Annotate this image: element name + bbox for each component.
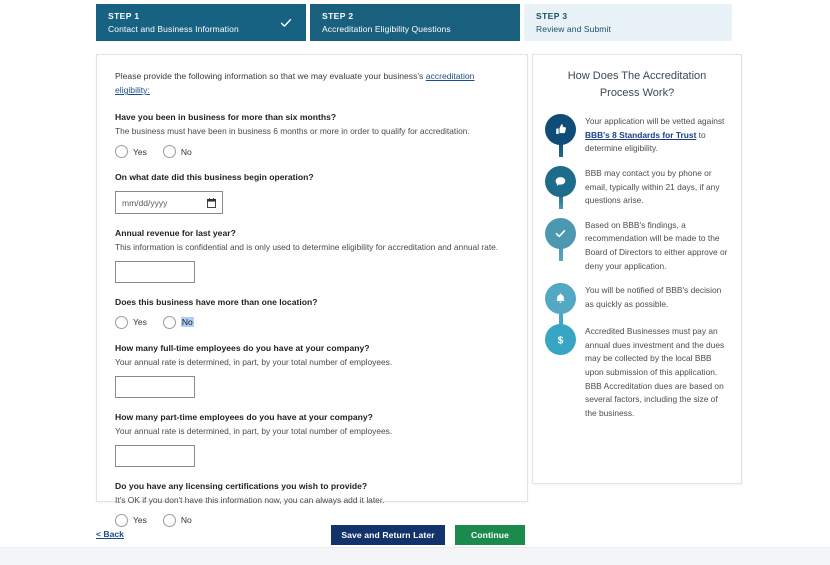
form-intro bbox=[115, 69, 509, 97]
accreditation-process-panel bbox=[532, 54, 742, 484]
timeline-item-2-text: BBB may contact you by phone or email, typically within 21 days, if any questions arise. bbox=[585, 167, 720, 206]
step-1-kicker: STEP 1 bbox=[108, 10, 140, 21]
bell-icon bbox=[545, 283, 576, 314]
six-months-no-label: No bbox=[180, 146, 192, 157]
radio-icon[interactable] bbox=[115, 316, 128, 329]
step-2-kicker: STEP 2 bbox=[322, 10, 354, 21]
licensing-no-label: No bbox=[180, 515, 192, 526]
timeline-item-4-text: You will be notified of BBB's decision as quickly as possible. bbox=[585, 285, 722, 309]
step-tab-3[interactable] bbox=[524, 4, 732, 41]
timeline-item-1 bbox=[545, 114, 729, 156]
timeline-item-4 bbox=[545, 283, 729, 314]
radio-icon[interactable] bbox=[163, 316, 176, 329]
timeline-item-1-text-after: to determine eligibility. bbox=[585, 129, 706, 154]
question-multi-location-title: Does this business have more than one location? bbox=[115, 297, 318, 308]
full-time-employees-input[interactable] bbox=[115, 376, 195, 398]
speech-bubble-icon bbox=[545, 166, 576, 197]
eligibility-form-card bbox=[96, 54, 528, 526]
question-full-time-title: How many full-time employees do you have at your company? bbox=[115, 342, 370, 353]
annual-revenue-input[interactable] bbox=[115, 261, 195, 283]
question-licensing bbox=[115, 480, 509, 527]
question-part-time-employees bbox=[115, 411, 509, 467]
accreditation-eligibility-link[interactable]: accreditation eligibility: bbox=[115, 71, 475, 96]
thumbs-up-icon bbox=[545, 114, 576, 145]
step-2-label: Accreditation Eligibility Questions bbox=[322, 23, 451, 34]
timeline-item-5-text: Accredited Businesses must pay an annual dues investment and the dues may be collected by the local BBB upon submission of this application. BBB Accreditation dues are based on several factors, including the size of the business. bbox=[585, 326, 725, 418]
radio-icon[interactable] bbox=[115, 145, 128, 158]
question-begin-date bbox=[115, 171, 509, 214]
question-six-months-radio-group bbox=[115, 145, 509, 158]
timeline-item-3-text: Based on BBB's findings, a recommendation will be made to the Board of Directors to either approve or deny your application. bbox=[585, 219, 728, 271]
begin-date-placeholder: mm/dd/yyyy bbox=[122, 197, 168, 208]
save-and-return-later-button[interactable]: Save and Return Later bbox=[331, 525, 445, 545]
step-tab-1[interactable] bbox=[96, 4, 306, 41]
check-icon bbox=[280, 17, 292, 29]
continue-button[interactable]: Continue bbox=[455, 525, 525, 545]
process-timeline bbox=[545, 114, 729, 420]
form-actions bbox=[96, 525, 736, 547]
part-time-employees-input[interactable] bbox=[115, 445, 195, 467]
six-months-no-option[interactable] bbox=[163, 145, 192, 158]
six-months-yes-option[interactable] bbox=[115, 145, 147, 158]
multi-location-yes-option[interactable] bbox=[115, 316, 147, 329]
question-full-time-help: Your annual rate is determined, in part, by your total number of employees. bbox=[115, 356, 393, 367]
question-begin-date-title: On what date did this business begin operation? bbox=[115, 172, 314, 183]
form-intro-text: Please provide the following information so that we may evaluate your business's bbox=[115, 71, 426, 81]
step-1-label: Contact and Business Information bbox=[108, 23, 239, 34]
step-3-label: Review and Submit bbox=[536, 23, 611, 34]
question-annual-revenue-help: This information is confidential and is only used to determine eligibility for accreditation and annual rate. bbox=[115, 242, 499, 253]
multi-location-yes-label: Yes bbox=[133, 317, 147, 328]
timeline-item-3 bbox=[545, 218, 729, 273]
begin-date-input[interactable] bbox=[115, 191, 223, 214]
svg-text:$: $ bbox=[557, 334, 564, 347]
radio-icon[interactable] bbox=[163, 145, 176, 158]
calendar-icon[interactable] bbox=[207, 198, 216, 208]
timeline-item-1-text-before: Your application will be vetted against bbox=[585, 116, 725, 127]
licensing-yes-label: Yes bbox=[133, 515, 147, 526]
multi-location-no-option[interactable] bbox=[163, 316, 194, 329]
back-link[interactable]: < Back bbox=[96, 529, 124, 539]
timeline-item-2 bbox=[545, 166, 729, 208]
question-part-time-title: How many part-time employees do you have at your company? bbox=[115, 411, 373, 422]
multi-location-no-label: No bbox=[181, 317, 193, 328]
timeline-item-5 bbox=[545, 324, 729, 420]
question-licensing-title: Do you have any licensing certifications you wish to provide? bbox=[115, 480, 368, 491]
six-months-yes-label: Yes bbox=[133, 146, 147, 157]
step-tab-2[interactable] bbox=[310, 4, 520, 41]
question-multi-location-radio-group bbox=[115, 316, 509, 329]
accreditation-process-title: How Does The Accreditation Process Work? bbox=[567, 70, 707, 100]
bbb-standards-for-trust-link[interactable]: BBB's 8 Standards for Trust bbox=[585, 129, 697, 140]
question-part-time-help: Your annual rate is determined, in part, by your total number of employees. bbox=[115, 425, 393, 436]
question-annual-revenue-title: Annual revenue for last year? bbox=[115, 228, 236, 239]
timeline-item-1-text bbox=[585, 114, 729, 156]
question-six-months bbox=[115, 111, 509, 158]
question-licensing-help: It's OK if you don't have this information now, you can always add it later. bbox=[115, 494, 385, 505]
check-icon bbox=[545, 218, 576, 249]
dollar-icon bbox=[545, 324, 576, 355]
step-3-kicker: STEP 3 bbox=[536, 10, 568, 21]
footer-strip bbox=[0, 547, 830, 565]
question-full-time-employees bbox=[115, 342, 509, 398]
question-six-months-title: Have you been in business for more than six months? bbox=[115, 112, 337, 123]
question-annual-revenue bbox=[115, 227, 509, 283]
question-multi-location bbox=[115, 296, 509, 329]
progress-stepper bbox=[96, 4, 736, 41]
question-six-months-help: The business must have been in business 6 months or more in order to qualify for accreditation. bbox=[115, 126, 470, 137]
